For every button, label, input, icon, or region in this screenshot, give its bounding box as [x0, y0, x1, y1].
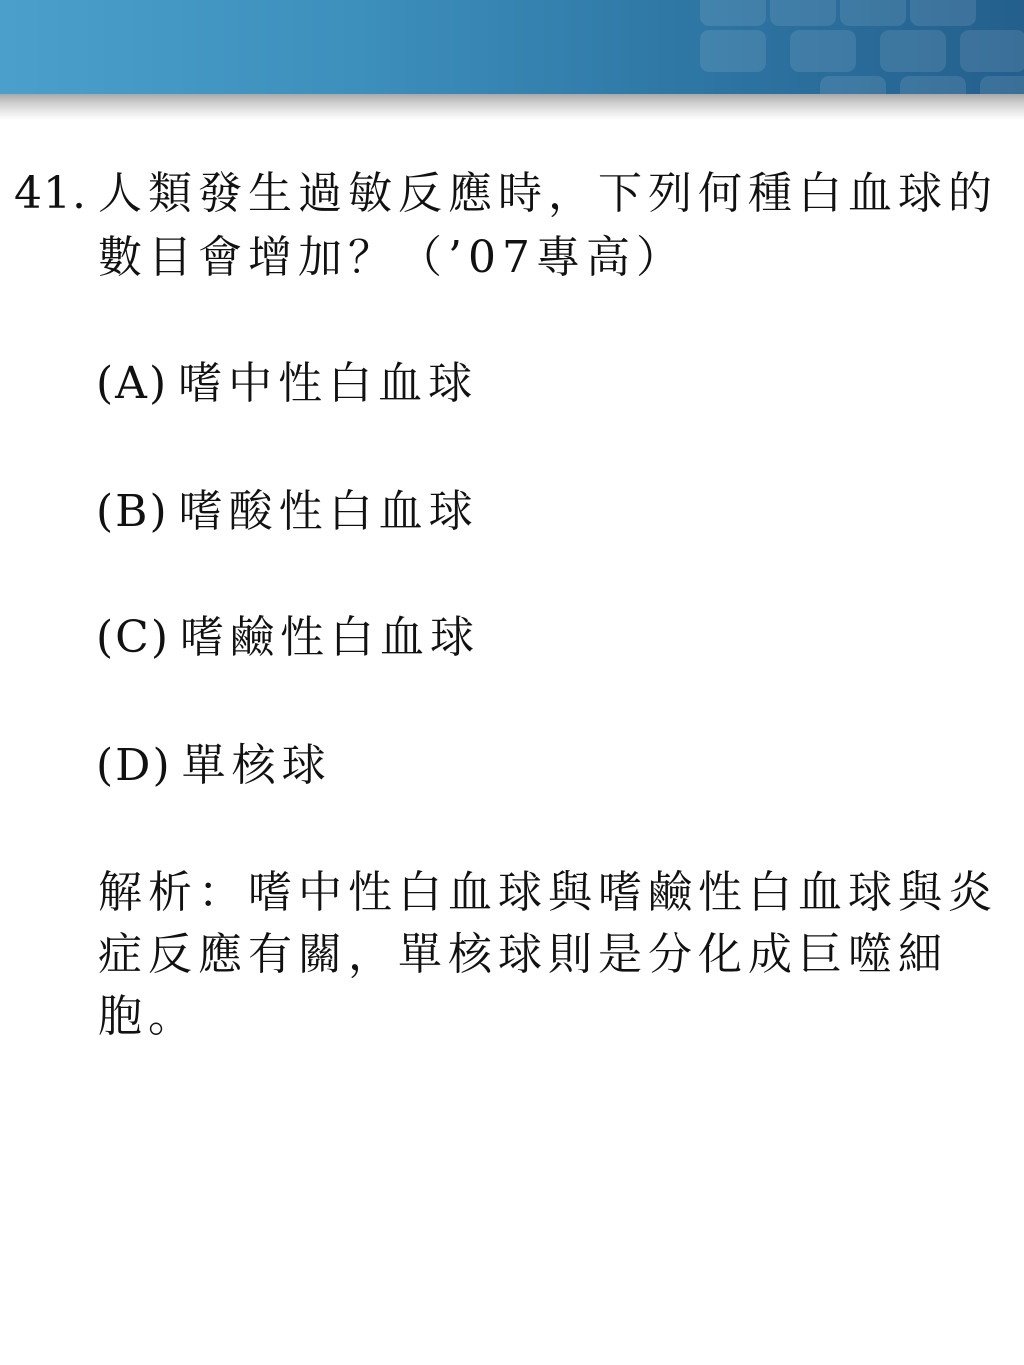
option-c-text: 嗜鹼性白血球	[180, 612, 480, 663]
decorative-tile	[840, 0, 906, 26]
decorative-tile	[980, 76, 1024, 94]
question-number: 41.	[14, 168, 87, 219]
option-c-letter: (C)	[96, 612, 170, 663]
header-shadow	[0, 94, 1024, 120]
option-d-text: 單核球	[181, 740, 332, 791]
option-d-letter: (D)	[96, 740, 172, 791]
option-a-letter: (A)	[96, 358, 169, 409]
option-c	[96, 606, 480, 670]
decorative-tile	[820, 76, 886, 94]
decorative-tile	[900, 76, 966, 94]
decorative-tile	[770, 0, 836, 26]
decorative-tile	[910, 0, 976, 26]
option-b	[96, 480, 479, 544]
option-b-text: 嗜酸性白血球	[178, 486, 479, 537]
decorative-tile	[880, 30, 946, 72]
option-a-text: 嗜中性白血球	[178, 358, 479, 409]
decorative-tile	[700, 30, 766, 72]
explanation-text: 解析：嗜中性白血球與嗜鹼性白血球與炎症反應有關，單核球則是分化成巨噬細胞。	[98, 867, 998, 1042]
option-b-letter: (B)	[96, 486, 169, 537]
header-banner	[0, 0, 1024, 94]
question-text: 人類發生過敏反應時，下列何種白血球的數目會增加？（’07專高）	[98, 168, 998, 283]
option-d	[96, 734, 332, 798]
option-a	[96, 352, 478, 416]
decorative-tile	[790, 30, 856, 72]
decorative-tile	[960, 30, 1024, 72]
decorative-tile	[700, 0, 766, 26]
